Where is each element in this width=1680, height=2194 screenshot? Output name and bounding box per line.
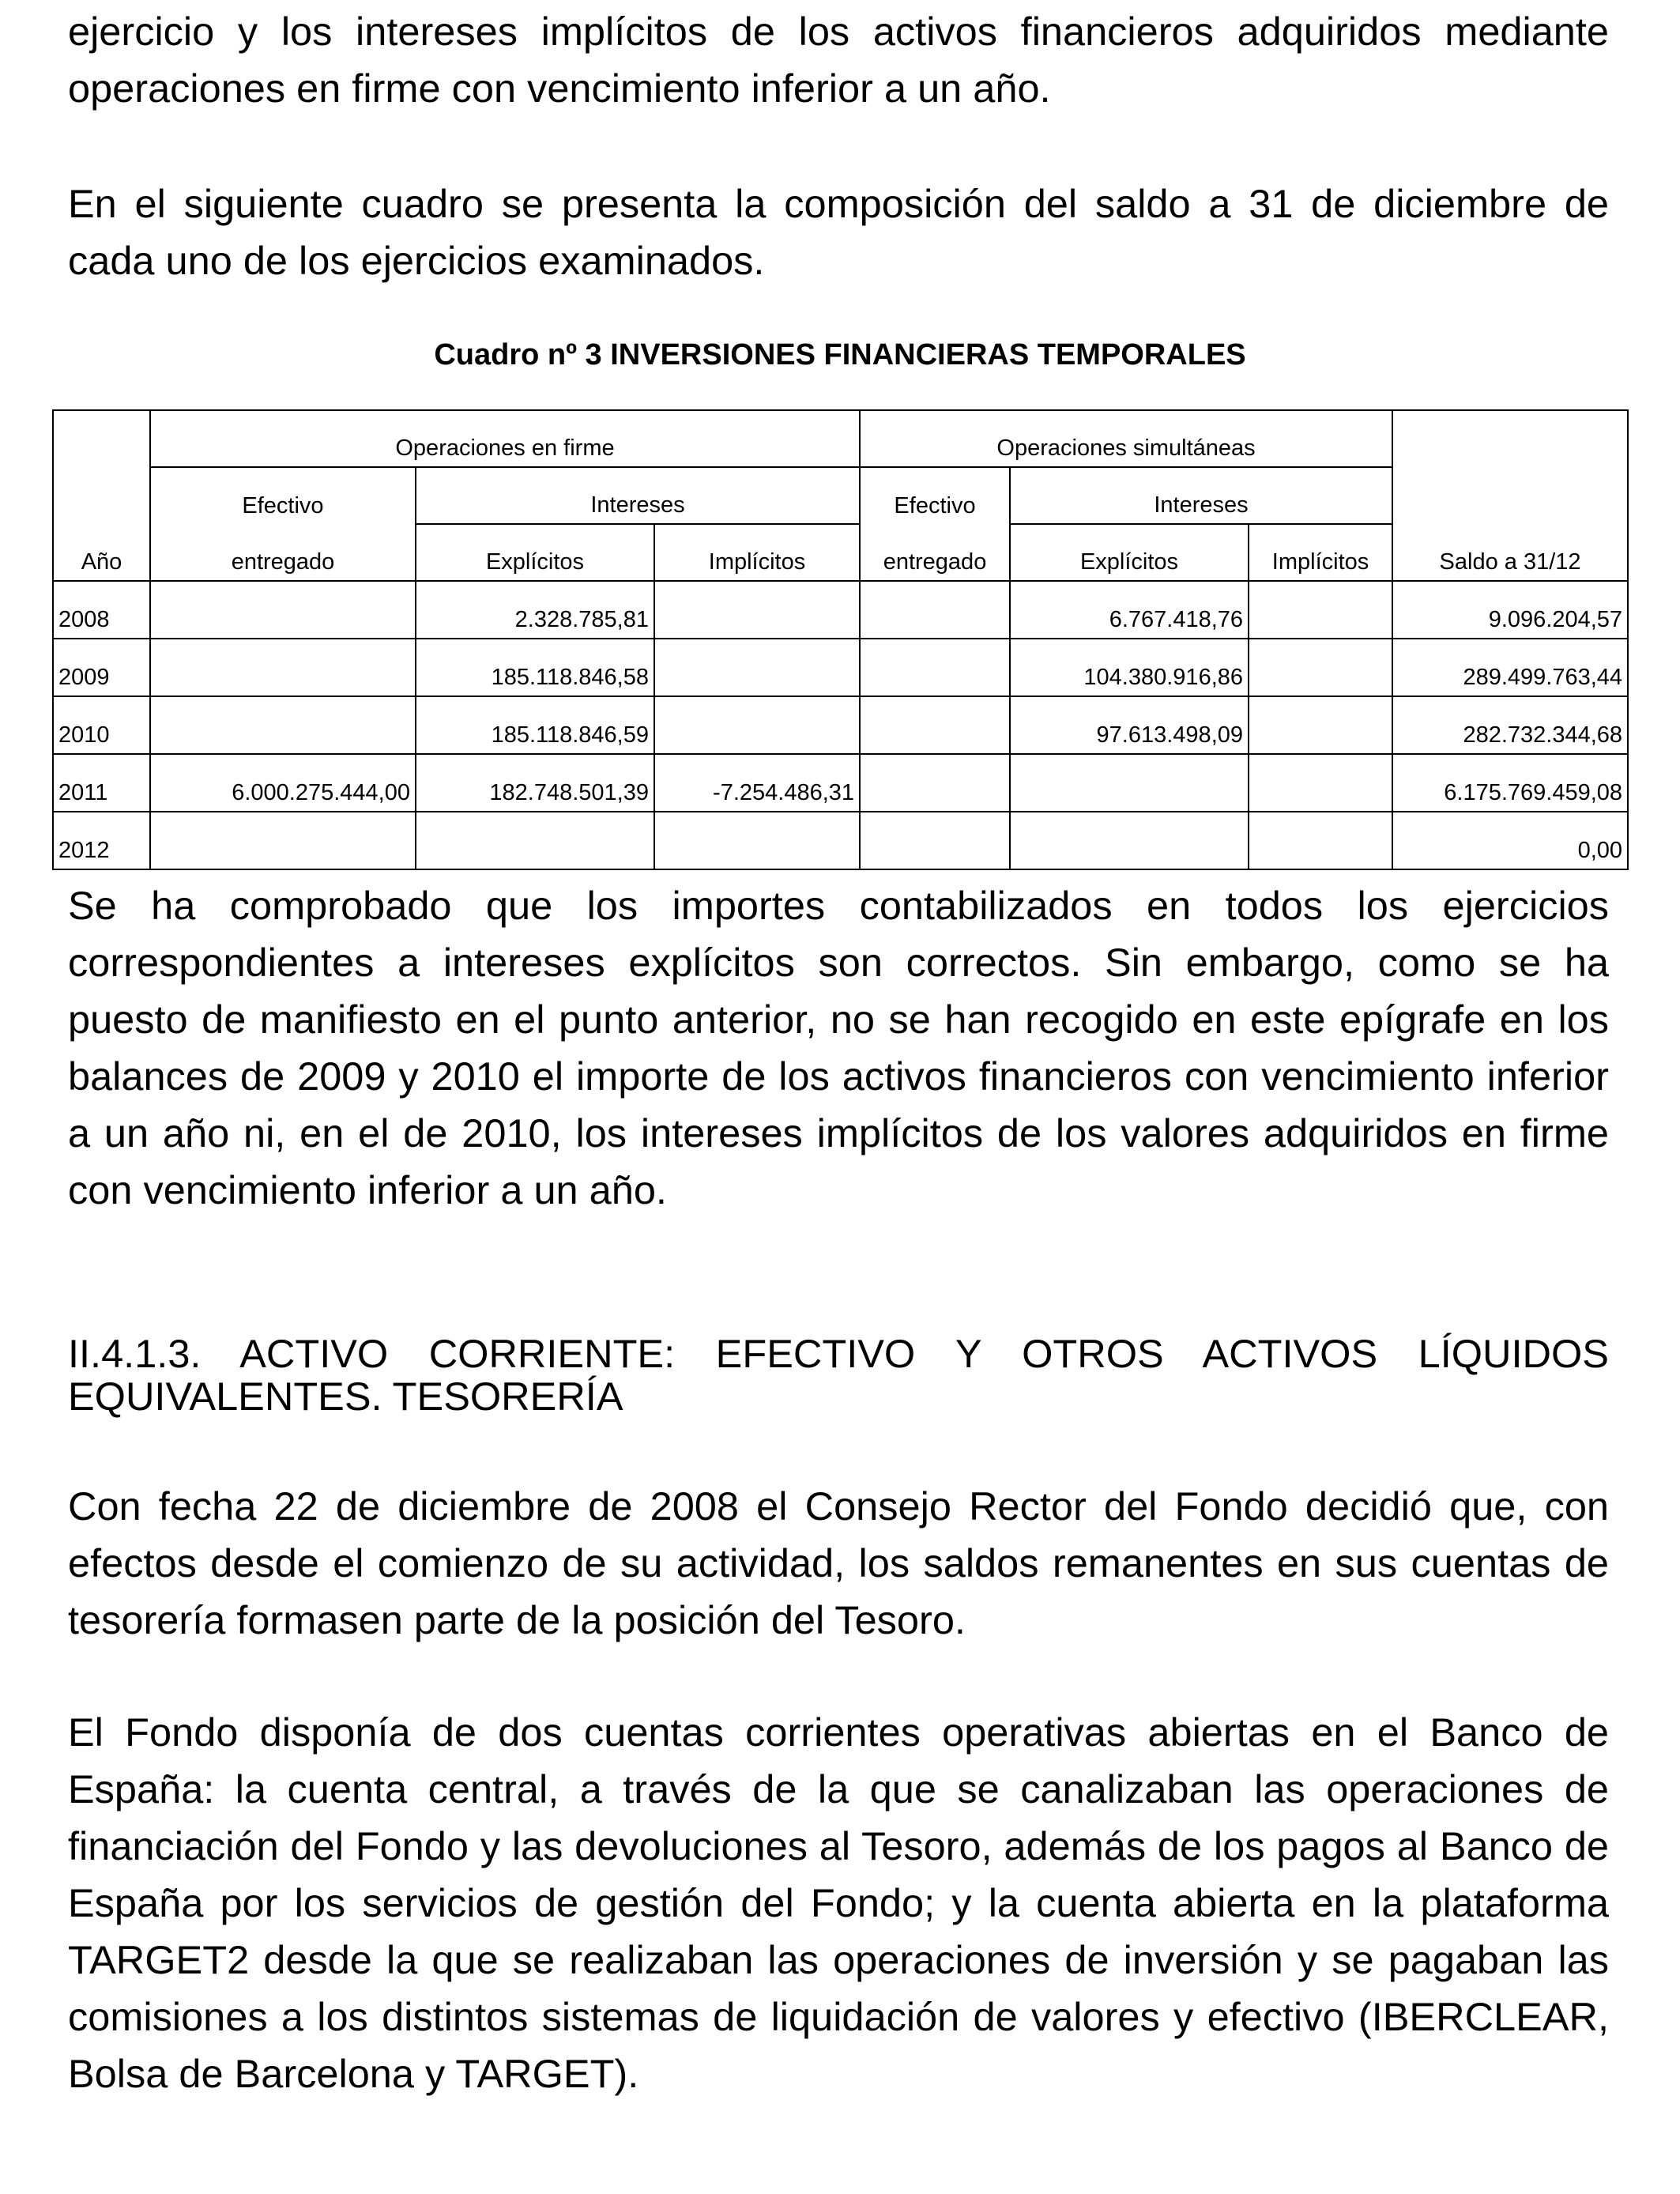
header-empty-cell <box>1392 467 1628 524</box>
header-empty-cell <box>1392 410 1628 467</box>
table-row <box>53 581 1628 639</box>
header-empty-cell <box>53 467 150 524</box>
paragraph-cuentas-corrientes: El Fondo disponía de dos cuentas corrientes operativas abiertas en el Banco de España: la cuenta central, a través de la que se canalizaban las operaciones de financiación del Fondo y las devoluciones al Tesoro, además de los pagos al Banco de España por los servicios de gestión del Fondo; y la cuenta abierta en la plataforma TARGET2 desde la que se realizaban las operaciones de inversión y se pagaban las comisiones a los distintos sistemas de liquidación de valores y efectivo (IBERCLEAR, Bolsa de Barcelona y TARGET). <box>68 1710 1609 2096</box>
header-firme-efectivo-top: Efectivo <box>150 467 416 524</box>
paragraph-verification: Se ha comprobado que los importes contabilizados en todos los ejercicios correspondientes a intereses explícitos son correctos. Sin embargo, como se ha puesto de manifiesto en el punto anterior, no se han recogido en este epígrafe en los balances de 2009 y 2010 el importe de los activos financieros con vencimiento inferior a un año ni, en el de 2010, los intereses implícitos de los valores adquiridos en firme con vencimiento inferior a un año. <box>68 883 1609 1212</box>
cell-saldo: 0,00 <box>1392 812 1628 869</box>
table-row <box>53 754 1628 812</box>
cell-firme-implicitos: -7.254.486,31 <box>654 754 860 812</box>
cell-year: 2010 <box>53 696 150 754</box>
header-firme-intereses: Intereses <box>416 467 860 524</box>
cell-firme-efectivo <box>150 639 416 696</box>
cell-sim-implicitos <box>1249 696 1392 754</box>
header-saldo: Saldo a 31/12 <box>1392 524 1628 581</box>
cell-sim-efectivo <box>860 696 1010 754</box>
header-firme-explicitos: Explícitos <box>416 524 654 581</box>
cell-sim-explicitos <box>1010 754 1249 812</box>
cell-firme-explicitos: 2.328.785,81 <box>416 581 654 639</box>
paragraph-intro-continuation: ejercicio y los intereses implícitos de los activos financieros adquiridos mediante operaciones en firme con vencimiento inferior a un año. <box>68 9 1609 111</box>
table-row <box>53 696 1628 754</box>
table-row <box>53 812 1628 869</box>
cell-year: 2009 <box>53 639 150 696</box>
cell-sim-efectivo <box>860 754 1010 812</box>
header-firme-efectivo-bottom: entregado <box>150 524 416 581</box>
cell-firme-efectivo <box>150 581 416 639</box>
cell-firme-implicitos <box>654 639 860 696</box>
header-empty-cell <box>53 410 150 467</box>
cell-sim-efectivo <box>860 812 1010 869</box>
paragraph-consejo-rector: Con fecha 22 de diciembre de 2008 el Consejo Rector del Fondo decidió que, con efectos desde el comienzo de su actividad, los saldos remanentes en sus cuentas de tesorería formasen parte de la posición del Tesoro. <box>68 1483 1609 1642</box>
cell-sim-explicitos: 6.767.418,76 <box>1010 581 1249 639</box>
cell-sim-efectivo <box>860 639 1010 696</box>
paragraph-table-intro: En el siguiente cuadro se presenta la composición del saldo a 31 de diciembre de cada uno de los ejercicios examinados. <box>68 181 1609 283</box>
cell-sim-explicitos <box>1010 812 1249 869</box>
cell-firme-implicitos <box>654 812 860 869</box>
table-header-row-columns <box>53 524 1628 581</box>
cell-firme-explicitos: 182.748.501,39 <box>416 754 654 812</box>
header-sim-intereses: Intereses <box>1010 467 1392 524</box>
cell-firme-efectivo <box>150 696 416 754</box>
cell-sim-implicitos <box>1249 812 1392 869</box>
cell-firme-explicitos <box>416 812 654 869</box>
header-sim-implicitos: Implícitos <box>1249 524 1392 581</box>
header-group-firme: Operaciones en firme <box>150 410 860 467</box>
cell-sim-explicitos: 97.613.498,09 <box>1010 696 1249 754</box>
cell-saldo: 9.096.204,57 <box>1392 581 1628 639</box>
header-sim-efectivo-top: Efectivo <box>860 467 1010 524</box>
section-heading: II.4.1.3. ACTIVO CORRIENTE: EFECTIVO Y OTROS ACTIVOS LÍQUIDOS EQUIVALENTES. TESORERÍA <box>68 1331 1609 1419</box>
table-row <box>53 639 1628 696</box>
header-sim-efectivo-bottom: entregado <box>860 524 1010 581</box>
cell-year: 2008 <box>53 581 150 639</box>
cell-saldo: 289.499.763,44 <box>1392 639 1628 696</box>
cell-firme-efectivo: 6.000.275.444,00 <box>150 754 416 812</box>
cell-firme-implicitos <box>654 696 860 754</box>
table-header-row-groups <box>53 410 1628 467</box>
cell-firme-explicitos: 185.118.846,58 <box>416 639 654 696</box>
cell-saldo: 282.732.344,68 <box>1392 696 1628 754</box>
table-caption: Cuadro nº 3 INVERSIONES FINANCIERAS TEMPORALES <box>434 338 1246 371</box>
cell-firme-efectivo <box>150 812 416 869</box>
header-group-simultaneas: Operaciones simultáneas <box>860 410 1392 467</box>
table-header-row-sub <box>53 467 1628 524</box>
cell-sim-implicitos <box>1249 581 1392 639</box>
cell-sim-explicitos: 104.380.916,86 <box>1010 639 1249 696</box>
cell-saldo: 6.175.769.459,08 <box>1392 754 1628 812</box>
cell-firme-implicitos <box>654 581 860 639</box>
header-anio: Año <box>53 524 150 581</box>
header-sim-explicitos: Explícitos <box>1010 524 1249 581</box>
cell-year: 2012 <box>53 812 150 869</box>
cell-sim-efectivo <box>860 581 1010 639</box>
header-firme-implicitos: Implícitos <box>654 524 860 581</box>
cell-firme-explicitos: 185.118.846,59 <box>416 696 654 754</box>
cell-sim-implicitos <box>1249 754 1392 812</box>
investments-table <box>52 409 1629 870</box>
cell-year: 2011 <box>53 754 150 812</box>
cell-sim-implicitos <box>1249 639 1392 696</box>
